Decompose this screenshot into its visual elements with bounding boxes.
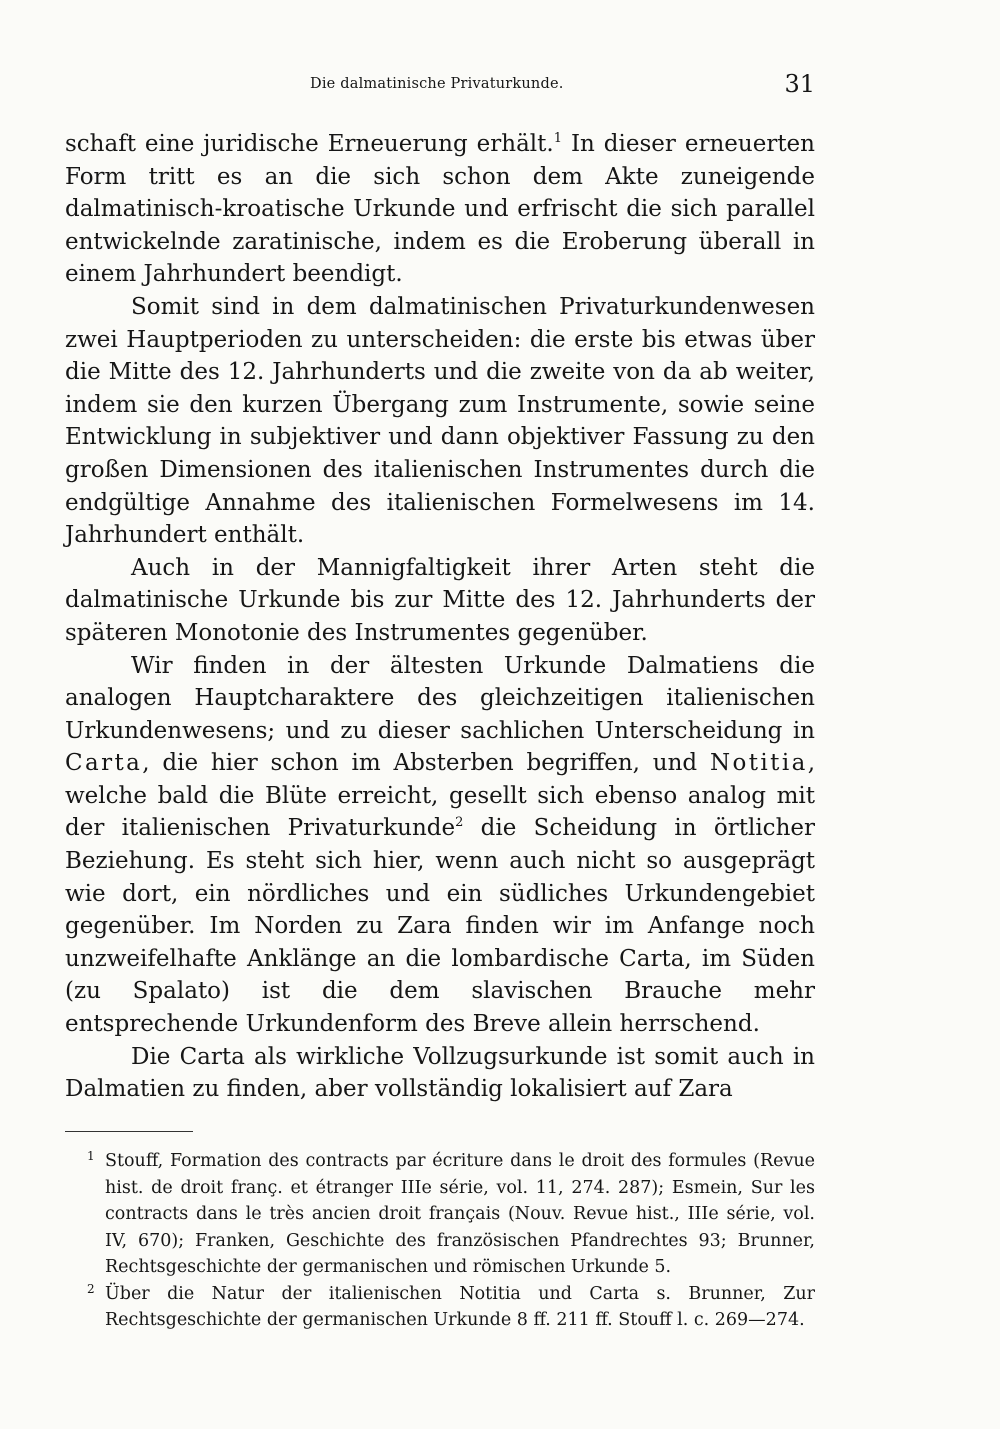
paragraph — [65, 1041, 815, 1106]
running-head — [65, 70, 815, 110]
paragraph-text: , die hier schon im Absterben begriffen, und — [142, 750, 710, 777]
footnote-text: Stouff, Formation des contracts par écriture dans le droit des formules (Revue hist. de droit franç. et étranger IIIe série, vol. 11, 274. 287); Esmein, Sur les contracts dans le très ancien droit français (Nouv. Revue hist., IIIe série, vol. IV, 670); Franken, Geschichte des französischen Pfandrechtes 93; Brunner, Rechtsgeschichte der germanischen und römischen Urkunde 5. — [105, 1151, 815, 1277]
paragraph — [65, 128, 815, 291]
footnote-separator — [65, 1131, 193, 1132]
footnote-mark: 2 — [87, 1281, 95, 1296]
page-number: 31 — [784, 70, 815, 98]
emphasized-term: Notitia — [710, 750, 808, 777]
footnote-reference: 2 — [455, 815, 464, 831]
footnote-mark: 1 — [87, 1149, 95, 1163]
paragraph-text: , welche bald die Blüte erreicht, gesellt sich ebenso analog mit der italienischen Privaturkunde — [65, 750, 815, 842]
footnote-text: Über die Natur der italienischen Notitia und Carta s. Brunner, Zur Rechtsgeschichte der germanischen Urkunde 8 ff. 211 ff. Stouff l. c. 269—274. — [105, 1283, 815, 1330]
paragraph-text: Wir finden in der ältesten Urkunde Dalmatiens die analogen Hauptcharaktere des gleichzeitigen italienischen Urkundenwesens; und zu dieser sachlichen Unterscheidung in — [65, 652, 815, 744]
paragraph-text: Die Carta als wirkliche Vollzugsurkunde ist somit auch in Dalmatien zu finden, aber vollständig lokalisiert auf Zara — [65, 1043, 815, 1103]
paragraph-text: die Scheidung in örtlicher Beziehung. Es steht sich hier, wenn auch nicht so ausgeprägt wie dort, ein nördliches und ein südliches Urkundengebiet gegenüber. Im Norden zu Zara finden wir im Anfange noch unzweifelhafte Anklänge an die lombardische Carta, im Süden (zu Spalato) ist die dem slavischen Brauche mehr entsprechende Urkundenform des Breve allein herrschend. — [65, 815, 815, 1038]
paragraph — [65, 291, 815, 552]
footnotes — [65, 1148, 815, 1334]
paragraph-text: Auch in der Mannigfaltigkeit ihrer Arten steht die dalmatinische Urkunde bis zur Mitte des 12. Jahrhunderts der späteren Monotonie des Instrumentes gegenüber. — [65, 554, 815, 646]
paragraph — [65, 650, 815, 1041]
paragraph-text: In dieser erneuerten Form tritt es an die sich schon dem Akte zuneigende dalmatinisch-kroatische Urkunde und erfrischt die sich parallel entwickelnde zaratinische, indem es die Eroberung überall in einem Jahrhundert beendigt. — [65, 131, 815, 288]
body-text — [65, 128, 815, 1106]
footnote-reference: 1 — [553, 131, 562, 146]
paragraph-text: Somit sind in dem dalmatinischen Privaturkundenwesen zwei Hauptperioden zu unterscheiden: die erste bis etwas über die Mitte des 12. Jahrhunderts und die zweite von da ab weiter, indem sie den kurzen Übergang zum Instrumente, sowie seine Entwicklung in subjektiver und dann objektiver Fassung zu den großen Dimensionen des italienischen Instrumentes durch die endgültige Annahme des italienischen Formelwesens im 14. Jahrhundert enthält. — [65, 293, 815, 549]
footnote — [65, 1148, 815, 1281]
emphasized-term: Carta — [65, 750, 143, 777]
paragraph — [65, 552, 815, 650]
running-head-title: Die dalmatinische Privaturkunde. — [310, 76, 564, 92]
paragraph-text: schaft eine juridische Erneuerung erhält. — [65, 131, 554, 157]
footnote — [65, 1281, 815, 1334]
